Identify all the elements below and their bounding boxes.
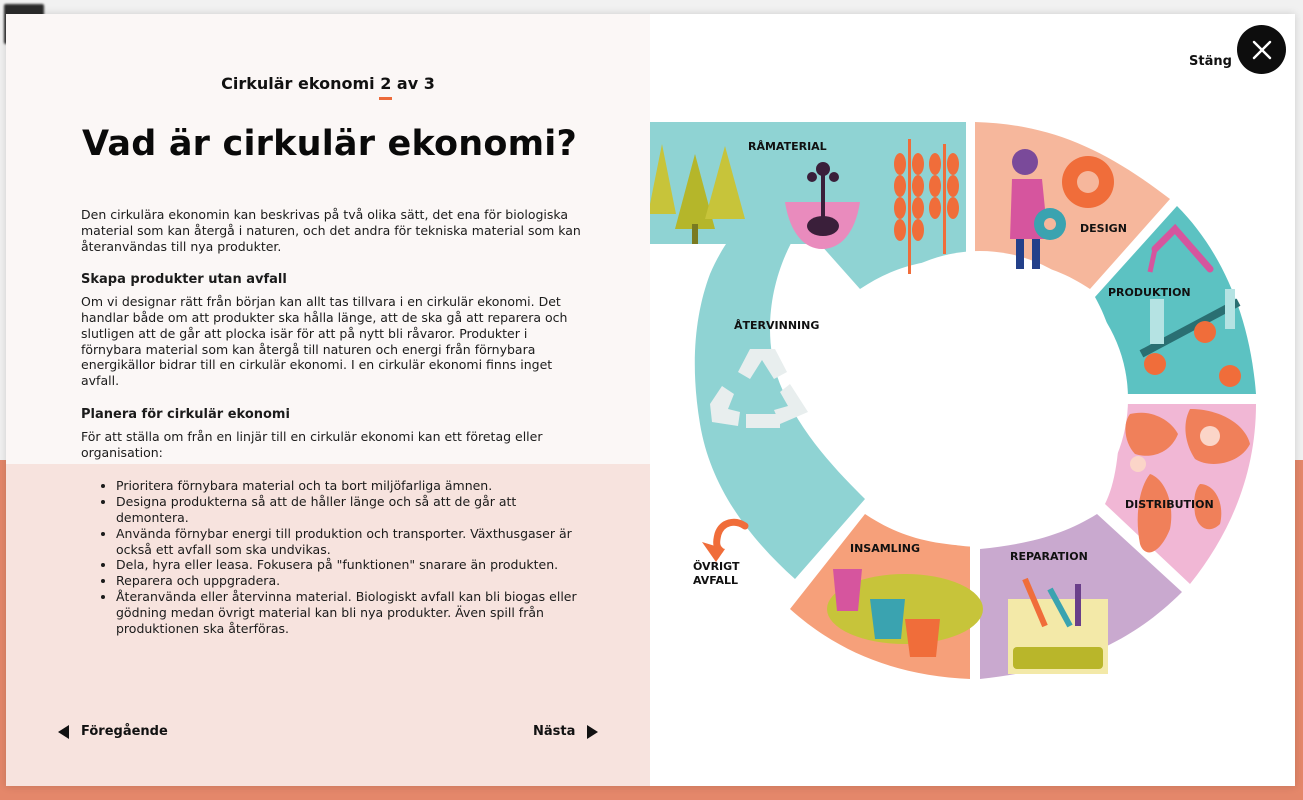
- info-modal: [6, 14, 1295, 786]
- list-item: • Återanvända eller återvinna material. Biologiskt avfall kan bli biogas eller gödning medan övrigt material kan bli nya produkter. Även spill från produktionen ska återföras.: [116, 589, 581, 636]
- list-item: • Reparera och uppgradera.: [116, 573, 581, 589]
- diagram-center: [832, 251, 1128, 547]
- label-reparation: REPARATION: [1010, 550, 1088, 563]
- action-list: [81, 478, 581, 636]
- close-label: Stäng: [1189, 54, 1232, 69]
- previous-button[interactable]: [58, 724, 168, 739]
- arrow-left-icon: [58, 725, 69, 739]
- previous-label: Föregående: [81, 724, 168, 739]
- next-button[interactable]: [533, 724, 598, 739]
- label-avfall: AVFALL: [693, 574, 739, 587]
- label-ramaterial: RÅMATERIAL: [748, 140, 827, 153]
- close-icon: [1251, 39, 1273, 61]
- label-produktion: PRODUKTION: [1108, 286, 1191, 299]
- step-total: 3: [423, 74, 435, 93]
- section-heading: Skapa produkter utan avfall: [81, 272, 287, 288]
- label-atervinning: ÅTERVINNING: [734, 319, 820, 332]
- close-button[interactable]: [1237, 25, 1286, 74]
- text-panel: [6, 14, 650, 786]
- step-prefix: Cirkulär ekonomi: [221, 74, 375, 93]
- label-insamling: INSAMLING: [850, 542, 921, 555]
- next-label: Nästa: [533, 724, 576, 739]
- section-paragraph: För att ställa om från en linjär till en cirkulär ekonomi kan ett företag eller organisation:: [81, 428, 543, 460]
- arrow-right-icon: [587, 725, 598, 739]
- step-current: 2: [380, 74, 392, 93]
- section-paragraph: Om vi designar rätt från början kan allt tas tillvara i en cirkulär ekonomi. Det handlar både om att produkter ska hålla länge, att de ska gå att reparera och slutligen att de går att plocka isär för att på nytt bli råvaror. Produkter i förnybara material som kan återgå till naturen och energi från förnybara energikällor bidrar till en cirkulär ekonomi. I en cirkulär ekonomi finns inget avfall.: [81, 294, 568, 389]
- page-title: Vad är cirkulär ekonomi?: [82, 124, 578, 164]
- circular-economy-diagram: [650, 14, 1295, 786]
- step-separator: av: [396, 74, 419, 93]
- list-item: • Dela, hyra eller leasa. Fokusera på "funktionen" snarare än produkten.: [116, 557, 581, 573]
- diagram-panel: [650, 14, 1295, 786]
- label-design: DESIGN: [1080, 222, 1127, 235]
- step-indicator: [6, 74, 650, 93]
- list-item: • Använda förnybar energi till produktion och transporter. Växthusgaser är också ett avfall som ska undvikas.: [116, 526, 581, 558]
- label-distribution: DISTRIBUTION: [1125, 498, 1214, 511]
- intro-paragraph: Den cirkulära ekonomin kan beskrivas på två olika sätt, det ena för biologiska material som kan återgå i naturen, och det andra för tekniska material som kan återanvändas till nya produkter.: [81, 207, 581, 254]
- label-ovrigt: ÖVRIGT: [693, 560, 740, 573]
- list-item: • Designa produkterna så att de håller länge och så att de går att demontera.: [116, 494, 581, 526]
- curved-arrow-icon: [702, 522, 745, 562]
- article-content: [81, 207, 581, 636]
- section-heading: Planera för cirkulär ekonomi: [81, 406, 290, 422]
- list-item: • Prioritera förnybara material och ta bort miljöfarliga ämnen.: [116, 478, 581, 494]
